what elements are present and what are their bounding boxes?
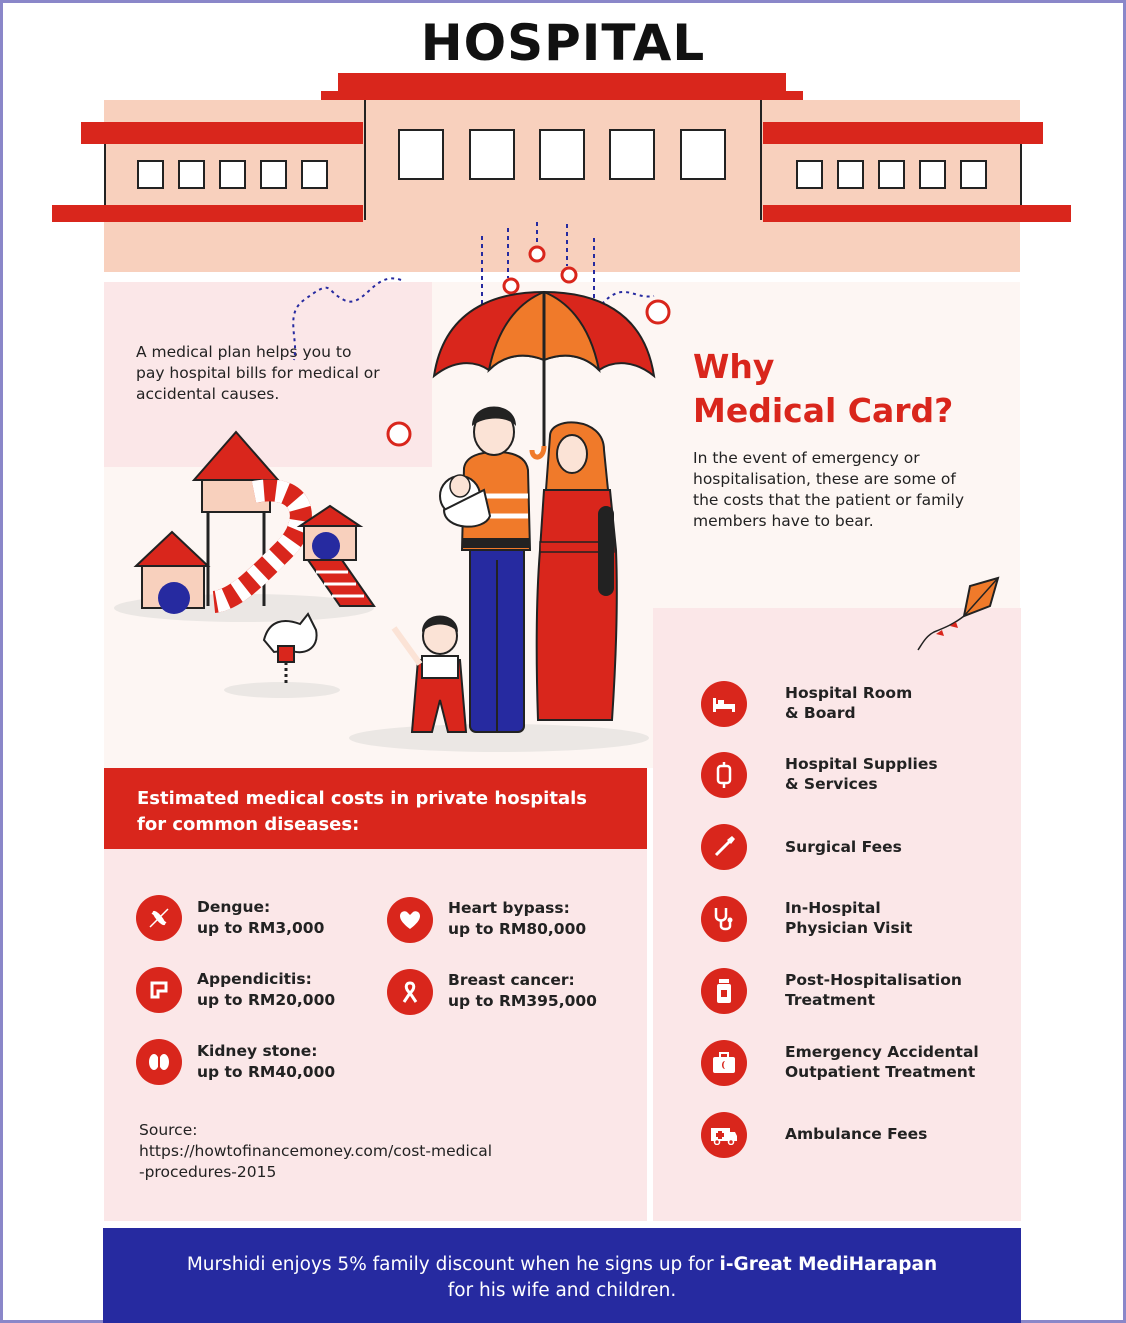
medicine-bottle-icon xyxy=(701,968,747,1014)
intro-text: A medical plan helps you to pay hospital bills for medical or accidental causes. xyxy=(136,343,380,403)
disease-kidney-stone: Kidney stone: up to RM40,000 xyxy=(197,1042,336,1081)
iv-bag-icon xyxy=(701,752,747,798)
kidney-icon xyxy=(136,1039,182,1085)
cost-hospital-room: Hospital Room & Board xyxy=(785,684,913,722)
mosquito-icon xyxy=(136,895,182,941)
cost-emergency-outpatient: Emergency Accidental Outpatient Treatment xyxy=(785,1043,979,1081)
ribbon-icon xyxy=(387,969,433,1015)
intestine-icon xyxy=(136,967,182,1013)
source-citation: Source: https://howtofinancemoney.com/cost-medical -procedures-2015 xyxy=(139,1121,493,1181)
disease-dengue: Dengue: up to RM3,000 xyxy=(197,898,325,937)
cost-ambulance-fees: Ambulance Fees xyxy=(785,1125,928,1143)
estimate-banner: Estimated medical costs in private hospitals for common diseases: xyxy=(104,768,647,849)
page-title: HOSPITAL xyxy=(420,14,706,72)
ambulance-icon xyxy=(701,1112,747,1158)
heart-icon xyxy=(387,897,433,943)
family-illustration xyxy=(104,220,704,768)
bed-icon xyxy=(701,681,747,727)
scalpel-icon xyxy=(701,824,747,870)
cost-post-hospitalisation: Post-Hospitalisation Treatment xyxy=(785,971,962,1009)
first-aid-kit-icon xyxy=(701,1040,747,1086)
disease-appendicitis: Appendicitis: up to RM20,000 xyxy=(197,970,336,1009)
why-description: In the event of emergency or hospitalisation, these are some of the costs that the patient or family members have to bear. xyxy=(693,449,965,530)
why-heading: Why Medical Card? xyxy=(693,347,954,430)
stethoscope-icon xyxy=(701,896,747,942)
cost-surgical-fees: Surgical Fees xyxy=(785,838,902,856)
cost-hospital-supplies: Hospital Supplies & Services xyxy=(785,755,938,793)
cost-physician-visit: In-Hospital Physician Visit xyxy=(785,899,913,937)
discount-banner: Murshidi enjoys 5% family discount when he signs up for i-Great MediHarapan for his wife and children. xyxy=(103,1228,1021,1323)
disease-breast-cancer: Breast cancer: up to RM395,000 xyxy=(448,971,597,1010)
disease-heart-bypass: Heart bypass: up to RM80,000 xyxy=(448,899,587,938)
kite-illustration xyxy=(914,576,1004,652)
brand-name: i-Great MediHarapan xyxy=(719,1254,938,1275)
source-link[interactable]: https://howtofinancemoney.com/cost-medical xyxy=(139,1142,493,1160)
